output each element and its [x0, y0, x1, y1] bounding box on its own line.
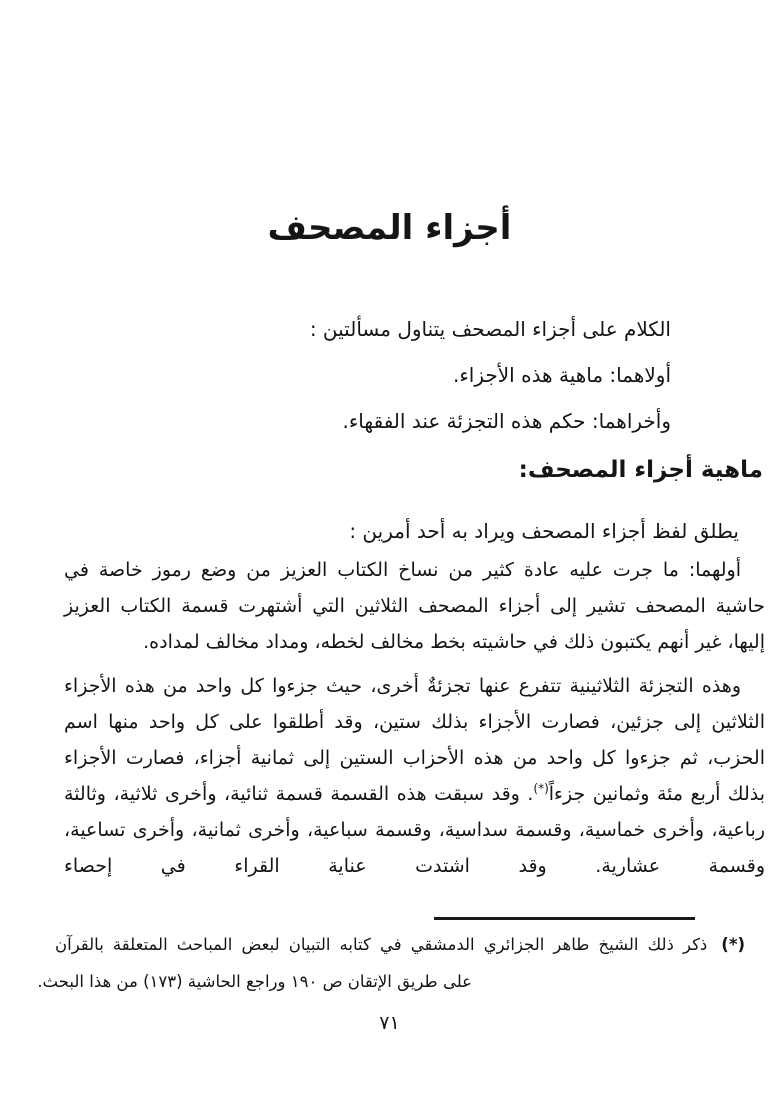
page-number: ٧١ — [379, 1012, 400, 1034]
page-title: أجزاء المصحف — [267, 208, 512, 248]
paragraph-subdivision — [64, 668, 765, 884]
intro-lead: الكلام على أجزاء المصحف يتناول مسألتين : — [309, 317, 671, 341]
footnote-marker: (*) — [721, 935, 745, 954]
footnote-text-line2: على طريق الإتقان ص ١٩٠ وراجع الحاشية (١٧٣) من هذا البحث. — [37, 972, 472, 991]
footnote-text-line1: ذكر ذلك الشيخ طاهر الجزائري الدمشقي في كتابه التبيان لبعض المباحث المتعلقة بالقرآن — [55, 935, 708, 954]
footnote — [55, 929, 745, 961]
intro-item-first: أولاهما: ماهية هذه الأجزاء. — [453, 363, 671, 387]
intro-item-second: وأخراهما: حكم هذه التجزئة عند الفقهاء. — [342, 409, 671, 433]
paragraph-subdivision-text-end: . وقد سبقت هذه القسمة قسمة ثنائية، وأخرى ثلاثية، وثالثة رباعية، وأخرى خماسية، وقسمة سداسية، وقسمة سباعية، وأخرى ثمانية، وأخرى تساعية، وقسمة عشارية. وقد اشتدت عناية القراء في إحصاء — [64, 783, 765, 877]
section-heading: ماهية أجزاء المصحف: — [518, 457, 763, 483]
intro-block — [80, 306, 671, 444]
paragraph-subdivision-text-start: وهذه التجزئة الثلاثينية تتفرع عنها تجزئةٌ أخرى، حيث جزءوا كل واحد من هذه الأجزاء الثلاثين إلى جزئين، فصارت الأجزاء بذلك ستين، وقد أطلقوا على كل واحد منها اسم الحزب، ثم جزءوا كل واحد من هذه الأحزاب الستين إلى ثمانية أجزاء، فصارت الأجزاء بذلك أربع مئة وثمانين جزءاً — [64, 675, 765, 805]
footnote-reference-mark: (*) — [533, 781, 549, 796]
footnote-divider — [434, 917, 695, 920]
paragraph-first-meaning: أولهما: ما جرت عليه عادة كثير من نساخ الكتاب العزيز من وضع رموز خاصة في حاشية المصحف تشير إلى أجزاء المصحف الثلاثين التي أشتهرت قسمة الكتاب العزيز إليها، غير أنهم يكتبون ذلك في حاشيته بخط مخالف لخطه، ومداد مخالف لمداده. — [64, 559, 765, 653]
section-opening-line: يطلق لفظ أجزاء المصحف ويراد به أحد أمرين : — [349, 519, 739, 543]
body-column — [64, 552, 765, 892]
